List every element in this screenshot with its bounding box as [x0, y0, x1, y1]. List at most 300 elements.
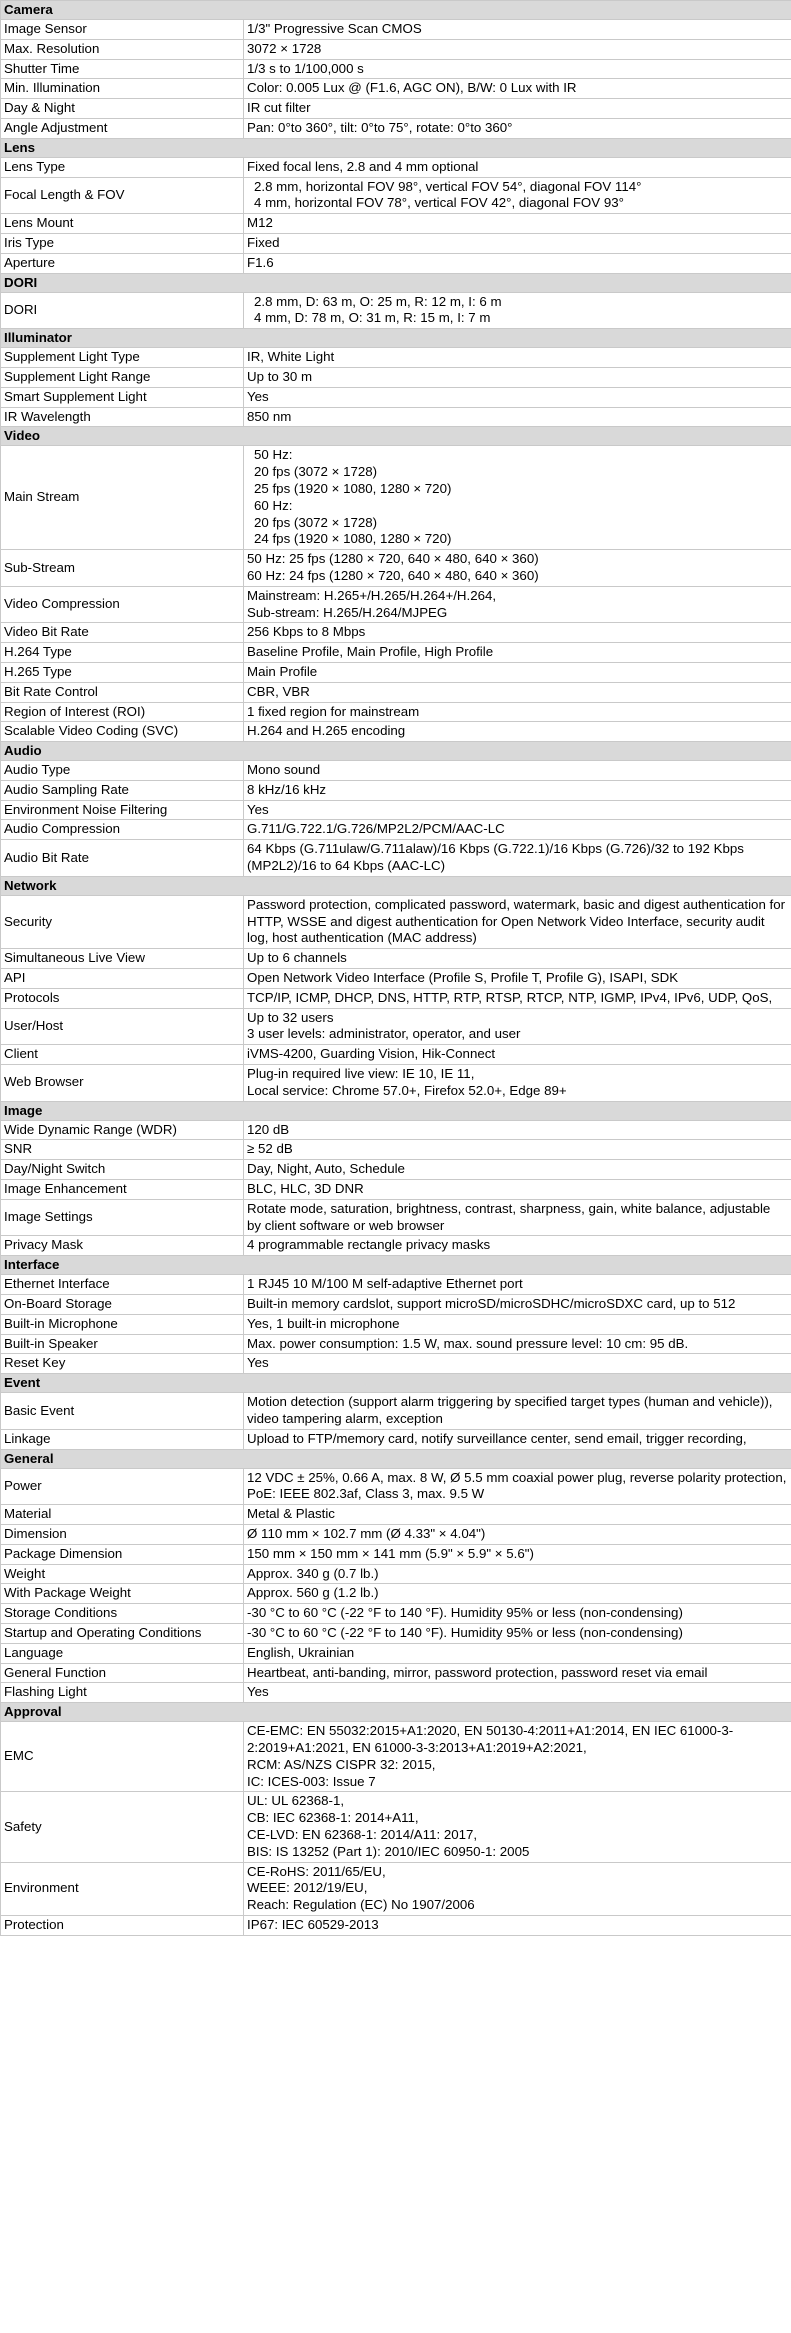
spec-label: Weight: [1, 1564, 244, 1584]
spec-row-shutter-time: [1, 59, 791, 79]
spec-value-line: Up to 30 m: [247, 368, 313, 384]
spec-label: Simultaneous Live View: [1, 949, 244, 969]
section-header-network: [1, 876, 791, 895]
spec-row-video-bit-rate: [1, 623, 791, 643]
spec-row-lens-type: [1, 157, 791, 177]
spec-value-line: Yes: [247, 801, 269, 817]
spec-row-safety: [1, 1792, 791, 1862]
spec-value-line: Fixed: [247, 234, 280, 250]
spec-value-line: 1 RJ45 10 M/100 M self-adaptive Ethernet port: [247, 1276, 523, 1292]
section-title: Illuminator: [1, 329, 791, 348]
spec-value-line: Password protection, complicated password, watermark, basic and digest authentication for HTTP, WSSE and digest authentication for Open Network Video Interface, security audit log, host authentication (MAC address): [247, 896, 786, 946]
spec-label: Image Settings: [1, 1199, 244, 1236]
spec-label: Wide Dynamic Range (WDR): [1, 1120, 244, 1140]
spec-label: DORI: [1, 292, 244, 329]
spec-value-line: CB: IEC 62368-1: 2014+A11,: [247, 1810, 419, 1826]
spec-value: [244, 895, 791, 948]
spec-row-user-host: [1, 1008, 791, 1045]
spec-label: Audio Sampling Rate: [1, 780, 244, 800]
spec-label: Lens Mount: [1, 214, 244, 234]
spec-row-environment: [1, 1862, 791, 1915]
spec-label: Image Sensor: [1, 20, 244, 40]
spec-value-line: 3072 × 1728: [247, 40, 322, 56]
spec-label: Built-in Microphone: [1, 1314, 244, 1334]
spec-value: [244, 1915, 791, 1935]
spec-label: General Function: [1, 1663, 244, 1683]
spec-row-protocols: [1, 988, 791, 1008]
spec-row-flashing-light: [1, 1683, 791, 1703]
spec-value-line: BLC, HLC, 3D DNR: [247, 1181, 364, 1197]
spec-value-line: Mainstream: H.265+/H.265/H.264+/H.264,: [247, 587, 497, 603]
spec-value: [244, 1275, 791, 1295]
spec-value-line: IR, White Light: [247, 349, 335, 365]
spec-row-h-265-type: [1, 662, 791, 682]
spec-value: [244, 800, 791, 820]
spec-value-line: Yes, 1 built-in microphone: [247, 1315, 400, 1331]
spec-row-built-in-microphone: [1, 1314, 791, 1334]
spec-value-line: CE-EMC: EN 55032:2015+A1:2020, EN 50130-4:2011+A1:2014, EN IEC 61000-3-2:2019+A1:2021, EN 61000-3-3:2013+A1:2019+A2:2021,: [247, 1723, 734, 1755]
spec-row-lens-mount: [1, 214, 791, 234]
spec-value: [244, 407, 791, 427]
spec-row-h-264-type: [1, 643, 791, 663]
spec-value-line: F1.6: [247, 254, 274, 270]
spec-value-line: M12: [247, 215, 273, 231]
spec-label: Linkage: [1, 1429, 244, 1449]
spec-value-line: Built-in memory cardslot, support microSD/microSDHC/microSDXC card, up to 512: [247, 1296, 736, 1312]
spec-value-line: Motion detection (support alarm triggering by specified target types (human and vehicle)), video tampering alarm, exception: [247, 1394, 773, 1426]
section-header-video: [1, 427, 791, 446]
spec-row-general-function: [1, 1663, 791, 1683]
section-header-interface: [1, 1256, 791, 1275]
spec-value: [244, 1199, 791, 1236]
spec-value-line: 1/3" Progressive Scan CMOS: [247, 21, 422, 36]
spec-row-image-sensor: [1, 20, 791, 40]
spec-value: [244, 1065, 791, 1102]
spec-row-video-compression: [1, 586, 791, 623]
spec-value: [244, 387, 791, 407]
spec-label: Power: [1, 1468, 244, 1505]
spec-label: Lens Type: [1, 157, 244, 177]
spec-label: Dimension: [1, 1524, 244, 1544]
spec-row-ir-wavelength: [1, 407, 791, 427]
spec-value-line: 12 VDC ± 25%, 0.66 A, max. 8 W, Ø 5.5 mm coaxial power plug, reverse polarity protection,: [247, 1469, 787, 1485]
section-header-illuminator: [1, 329, 791, 348]
spec-value-line: 20 fps (3072 × 1728): [254, 464, 378, 480]
spec-row-weight: [1, 1564, 791, 1584]
section-title: Audio: [1, 742, 791, 761]
spec-value: [244, 1045, 791, 1065]
spec-value: [244, 988, 791, 1008]
spec-value-line: -30 °C to 60 °C (-22 °F to 140 °F). Humidity 95% or less (non-condensing): [247, 1605, 683, 1621]
spec-value: [244, 253, 791, 273]
spec-label: Privacy Mask: [1, 1236, 244, 1256]
spec-value-line: Yes: [247, 1355, 269, 1371]
spec-value: [244, 1505, 791, 1525]
spec-value: [244, 1468, 791, 1505]
spec-row-max-resolution: [1, 39, 791, 59]
spec-row-built-in-speaker: [1, 1334, 791, 1354]
spec-value-line: Main Profile: [247, 663, 318, 679]
spec-value-line: Open Network Video Interface (Profile S, Profile T, Profile G), ISAPI, SDK: [247, 970, 679, 986]
spec-value: [244, 1663, 791, 1683]
spec-row-dimension: [1, 1524, 791, 1544]
spec-row-dori: [1, 292, 791, 329]
spec-label: Video Bit Rate: [1, 623, 244, 643]
spec-label: User/Host: [1, 1008, 244, 1045]
spec-value-line: Pan: 0°to 360°, tilt: 0°to 75°, rotate: 0°to 360°: [247, 119, 513, 135]
spec-value-line: 8 kHz/16 kHz: [247, 781, 327, 797]
spec-value: [244, 643, 791, 663]
spec-value: [244, 1604, 791, 1624]
spec-row-security: [1, 895, 791, 948]
spec-label: EMC: [1, 1722, 244, 1792]
spec-label: Day/Night Switch: [1, 1160, 244, 1180]
spec-label: Environment: [1, 1862, 244, 1915]
spec-value-line: Ø 110 mm × 102.7 mm (Ø 4.33" × 4.04"): [247, 1525, 486, 1541]
spec-row-linkage: [1, 1429, 791, 1449]
spec-value-line: CE-LVD: EN 62368-1: 2014/A11: 2017,: [247, 1826, 478, 1842]
spec-value-line: Up to 32 users: [247, 1009, 334, 1025]
spec-value-line: H.264 and H.265 encoding: [247, 723, 406, 739]
spec-value: [244, 550, 791, 587]
spec-value: [244, 118, 791, 138]
spec-label: Ethernet Interface: [1, 1275, 244, 1295]
spec-label: Min. Illumination: [1, 79, 244, 99]
spec-row-package-dimension: [1, 1544, 791, 1564]
spec-value-line: 256 Kbps to 8 Mbps: [247, 624, 366, 640]
spec-value-line: -30 °C to 60 °C (-22 °F to 140 °F). Humidity 95% or less (non-condensing): [247, 1624, 683, 1640]
spec-value: [244, 367, 791, 387]
spec-value: [244, 1643, 791, 1663]
spec-value: [244, 1544, 791, 1564]
spec-value-line: Baseline Profile, Main Profile, High Profile: [247, 644, 494, 660]
spec-value: [244, 1683, 791, 1703]
spec-value-line: 1 fixed region for mainstream: [247, 703, 420, 719]
spec-row-snr: [1, 1140, 791, 1160]
spec-value-line: 50 Hz: 25 fps (1280 × 720, 640 × 480, 640 × 360): [247, 551, 539, 567]
spec-label: Basic Event: [1, 1393, 244, 1430]
spec-value: [244, 1722, 791, 1792]
spec-value-line: TCP/IP, ICMP, DHCP, DNS, HTTP, RTP, RTSP, RTCP, NTP, IGMP, IPv4, IPv6, UDP, QoS,: [247, 989, 773, 1005]
spec-label: Language: [1, 1643, 244, 1663]
spec-row-wide-dynamic-range-wdr: [1, 1120, 791, 1140]
spec-label: Angle Adjustment: [1, 118, 244, 138]
spec-value-line: BIS: IS 13252 (Part 1): 2010/IEC 60950-1: 2005: [247, 1843, 530, 1859]
spec-value-line: WEEE: 2012/19/EU,: [247, 1880, 368, 1896]
spec-label: Shutter Time: [1, 59, 244, 79]
section-header-camera: [1, 1, 791, 20]
spec-value-line: 24 fps (1920 × 1080, 1280 × 720): [254, 531, 452, 547]
section-header-general: [1, 1449, 791, 1468]
spec-label: Supplement Light Type: [1, 348, 244, 368]
spec-row-iris-type: [1, 233, 791, 253]
spec-value: [244, 1862, 791, 1915]
spec-value-line: 4 mm, D: 78 m, O: 31 m, R: 15 m, I: 7 m: [254, 310, 491, 326]
spec-label: Built-in Speaker: [1, 1334, 244, 1354]
spec-value-line: Sub-stream: H.265/H.264/MJPEG: [247, 604, 448, 620]
spec-value: [244, 1140, 791, 1160]
spec-value-line: English, Ukrainian: [247, 1644, 355, 1660]
spec-value: [244, 446, 791, 550]
spec-value-line: 50 Hz:: [254, 447, 293, 463]
spec-row-day-night: [1, 99, 791, 119]
spec-value: [244, 820, 791, 840]
section-header-audio: [1, 742, 791, 761]
spec-value-line: 850 nm: [247, 408, 292, 424]
spec-label: Image Enhancement: [1, 1180, 244, 1200]
spec-label: Iris Type: [1, 233, 244, 253]
spec-value: [244, 949, 791, 969]
spec-value-line: Mono sound: [247, 762, 321, 778]
spec-label: Security: [1, 895, 244, 948]
spec-label: H.264 Type: [1, 643, 244, 663]
spec-value-line: Approx. 560 g (1.2 lb.): [247, 1585, 379, 1601]
spec-value-line: 4 mm, horizontal FOV 78°, vertical FOV 42°, diagonal FOV 93°: [254, 195, 624, 211]
spec-label: SNR: [1, 1140, 244, 1160]
spec-label: Main Stream: [1, 446, 244, 550]
spec-value-line: IC: ICES-003: Issue 7: [247, 1773, 376, 1789]
spec-value-line: Yes: [247, 1684, 269, 1700]
spec-row-bit-rate-control: [1, 682, 791, 702]
spec-row-audio-sampling-rate: [1, 780, 791, 800]
spec-label: Material: [1, 1505, 244, 1525]
section-title: Camera: [1, 1, 791, 20]
spec-value: [244, 214, 791, 234]
spec-value-line: CE-RoHS: 2011/65/EU,: [247, 1863, 386, 1879]
spec-value-line: Approx. 340 g (0.7 lb.): [247, 1565, 379, 1581]
spec-value-line: 1/3 s to 1/100,000 s: [247, 60, 364, 76]
spec-row-client: [1, 1045, 791, 1065]
spec-value: [244, 233, 791, 253]
spec-value-line: ≥ 52 dB: [247, 1141, 293, 1157]
spec-label: API: [1, 969, 244, 989]
spec-row-audio-bit-rate: [1, 840, 791, 877]
spec-value: [244, 1314, 791, 1334]
spec-row-supplement-light-range: [1, 367, 791, 387]
spec-row-privacy-mask: [1, 1236, 791, 1256]
spec-value: [244, 1429, 791, 1449]
spec-label: Safety: [1, 1792, 244, 1862]
spec-label: Sub-Stream: [1, 550, 244, 587]
spec-label: On-Board Storage: [1, 1295, 244, 1315]
spec-row-protection: [1, 1915, 791, 1935]
spec-label: Storage Conditions: [1, 1604, 244, 1624]
spec-value: [244, 20, 791, 40]
section-title: Lens: [1, 138, 791, 157]
spec-value: [244, 1564, 791, 1584]
spec-label: Max. Resolution: [1, 39, 244, 59]
spec-label: Environment Noise Filtering: [1, 800, 244, 820]
spec-row-on-board-storage: [1, 1295, 791, 1315]
spec-value: [244, 1524, 791, 1544]
spec-value-line: Heartbeat, anti-banding, mirror, password protection, password reset via email: [247, 1664, 708, 1680]
spec-value: [244, 1623, 791, 1643]
spec-row-image-settings: [1, 1199, 791, 1236]
spec-row-api: [1, 969, 791, 989]
spec-value-line: Metal & Plastic: [247, 1506, 335, 1522]
spec-value-line: Upload to FTP/memory card, notify surveillance center, send email, trigger recording,: [247, 1430, 747, 1446]
section-header-image: [1, 1101, 791, 1120]
spec-value-line: Up to 6 channels: [247, 950, 347, 966]
spec-row-language: [1, 1643, 791, 1663]
spec-label: Day & Night: [1, 99, 244, 119]
spec-row-environment-noise-filtering: [1, 800, 791, 820]
section-title: Video: [1, 427, 791, 446]
spec-row-main-stream: [1, 446, 791, 550]
spec-value: [244, 39, 791, 59]
spec-label: Package Dimension: [1, 1544, 244, 1564]
spec-row-startup-and-operating-conditions: [1, 1623, 791, 1643]
spec-value: [244, 1792, 791, 1862]
spec-value-line: 120 dB: [247, 1121, 290, 1137]
section-title: Interface: [1, 1256, 791, 1275]
spec-value-line: Yes: [247, 388, 269, 404]
spec-value: [244, 662, 791, 682]
spec-value: [244, 1008, 791, 1045]
spec-label: Scalable Video Coding (SVC): [1, 722, 244, 742]
spec-row-smart-supplement-light: [1, 387, 791, 407]
spec-row-min-illumination: [1, 79, 791, 99]
section-title: Network: [1, 876, 791, 895]
spec-row-focal-length-fov: [1, 177, 791, 214]
spec-value-line: 2.8 mm, D: 63 m, O: 25 m, R: 12 m, I: 6 m: [254, 293, 502, 309]
spec-label: Startup and Operating Conditions: [1, 1623, 244, 1643]
spec-value: [244, 682, 791, 702]
spec-value: [244, 292, 791, 329]
spec-row-material: [1, 1505, 791, 1525]
spec-value: [244, 1236, 791, 1256]
spec-row-emc: [1, 1722, 791, 1792]
spec-label: Audio Type: [1, 761, 244, 781]
spec-value-line: Color: 0.005 Lux @ (F1.6, AGC ON), B/W: 0 Lux with IR: [247, 80, 577, 96]
spec-value: [244, 177, 791, 214]
spec-value-line: Plug-in required live view: IE 10, IE 11,: [247, 1066, 475, 1082]
spec-value-line: 25 fps (1920 × 1080, 1280 × 720): [254, 480, 452, 496]
spec-row-aperture: [1, 253, 791, 273]
spec-label: IR Wavelength: [1, 407, 244, 427]
spec-row-region-of-interest-roi: [1, 702, 791, 722]
spec-value-line: Max. power consumption: 1.5 W, max. sound pressure level: 10 cm: 95 dB.: [247, 1335, 689, 1351]
spec-value: [244, 1160, 791, 1180]
spec-label: With Package Weight: [1, 1584, 244, 1604]
spec-row-web-browser: [1, 1065, 791, 1102]
spec-value: [244, 1180, 791, 1200]
spec-label: H.265 Type: [1, 662, 244, 682]
section-header-dori: [1, 273, 791, 292]
spec-row-simultaneous-live-view: [1, 949, 791, 969]
spec-row-scalable-video-coding-svc: [1, 722, 791, 742]
section-header-approval: [1, 1703, 791, 1722]
spec-value-line: CBR, VBR: [247, 683, 310, 699]
section-title: Approval: [1, 1703, 791, 1722]
spec-value: [244, 586, 791, 623]
spec-value: [244, 59, 791, 79]
spec-label: Region of Interest (ROI): [1, 702, 244, 722]
spec-value: [244, 1334, 791, 1354]
spec-value: [244, 348, 791, 368]
spec-value-line: G.711/G.722.1/G.726/MP2L2/PCM/AAC-LC: [247, 821, 505, 837]
spec-value: [244, 79, 791, 99]
spec-value-line: Local service: Chrome 57.0+, Firefox 52.0+, Edge 89+: [247, 1082, 567, 1098]
spec-value: [244, 840, 791, 877]
spec-label: Reset Key: [1, 1354, 244, 1374]
spec-value-line: 2.8 mm, horizontal FOV 98°, vertical FOV 54°, diagonal FOV 114°: [254, 178, 642, 194]
spec-row-angle-adjustment: [1, 118, 791, 138]
spec-row-sub-stream: [1, 550, 791, 587]
spec-value: [244, 157, 791, 177]
spec-label: Flashing Light: [1, 1683, 244, 1703]
spec-label: Bit Rate Control: [1, 682, 244, 702]
spec-label: Smart Supplement Light: [1, 387, 244, 407]
spec-value: [244, 99, 791, 119]
spec-label: Audio Compression: [1, 820, 244, 840]
spec-label: Focal Length & FOV: [1, 177, 244, 214]
spec-row-power: [1, 1468, 791, 1505]
spec-label: Supplement Light Range: [1, 367, 244, 387]
spec-row-storage-conditions: [1, 1604, 791, 1624]
spec-row-audio-compression: [1, 820, 791, 840]
spec-label: Web Browser: [1, 1065, 244, 1102]
spec-value: [244, 1584, 791, 1604]
spec-label: Video Compression: [1, 586, 244, 623]
spec-value: [244, 623, 791, 643]
spec-value: [244, 722, 791, 742]
spec-value: [244, 969, 791, 989]
spec-label: Client: [1, 1045, 244, 1065]
section-title: General: [1, 1449, 791, 1468]
spec-value-line: Rotate mode, saturation, brightness, contrast, sharpness, gain, white balance, adjustable by client software or web browser: [247, 1200, 771, 1233]
spec-value-line: Reach: Regulation (EC) No 1907/2006: [247, 1897, 475, 1913]
spec-label: Audio Bit Rate: [1, 840, 244, 877]
spec-row-with-package-weight: [1, 1584, 791, 1604]
spec-value-line: RCM: AS/NZS CISPR 32: 2015,: [247, 1756, 436, 1772]
spec-row-day-night-switch: [1, 1160, 791, 1180]
section-header-event: [1, 1374, 791, 1393]
spec-value: [244, 1354, 791, 1374]
spec-label: Protocols: [1, 988, 244, 1008]
spec-value-line: iVMS-4200, Guarding Vision, Hik-Connect: [247, 1046, 496, 1062]
spec-value-line: IP67: IEC 60529-2013: [247, 1916, 379, 1932]
spec-row-ethernet-interface: [1, 1275, 791, 1295]
spec-value: [244, 1393, 791, 1430]
spec-value-line: 3 user levels: administrator, operator, and user: [247, 1026, 521, 1042]
spec-row-audio-type: [1, 761, 791, 781]
spec-value-line: Day, Night, Auto, Schedule: [247, 1161, 405, 1177]
spec-value: [244, 1295, 791, 1315]
spec-label: Aperture: [1, 253, 244, 273]
spec-row-reset-key: [1, 1354, 791, 1374]
spec-value-line: 60 Hz: 24 fps (1280 × 720, 640 × 480, 640 × 360): [247, 567, 539, 583]
spec-value: [244, 780, 791, 800]
section-title: DORI: [1, 273, 791, 292]
spec-row-supplement-light-type: [1, 348, 791, 368]
spec-row-basic-event: [1, 1393, 791, 1430]
section-title: Event: [1, 1374, 791, 1393]
spec-value-line: 20 fps (3072 × 1728): [254, 514, 378, 530]
spec-value-line: 64 Kbps (G.711ulaw/G.711alaw)/16 Kbps (G.722.1)/16 Kbps (G.726)/32 to 192 Kbps (MP2L2)/16 to 64 Kbps (AAC-LC): [247, 841, 744, 874]
spec-value-line: 150 mm × 150 mm × 141 mm (5.9" × 5.9" × 5.6"): [247, 1545, 534, 1561]
spec-value: [244, 702, 791, 722]
spec-value-line: 60 Hz:: [254, 497, 293, 513]
spec-row-image-enhancement: [1, 1180, 791, 1200]
spec-value-line: IR cut filter: [247, 100, 311, 116]
spec-label: Protection: [1, 1915, 244, 1935]
spec-value-line: 4 programmable rectangle privacy masks: [247, 1237, 491, 1253]
spec-value: [244, 1120, 791, 1140]
section-header-lens: [1, 138, 791, 157]
section-title: Image: [1, 1101, 791, 1120]
spec-value: [244, 761, 791, 781]
